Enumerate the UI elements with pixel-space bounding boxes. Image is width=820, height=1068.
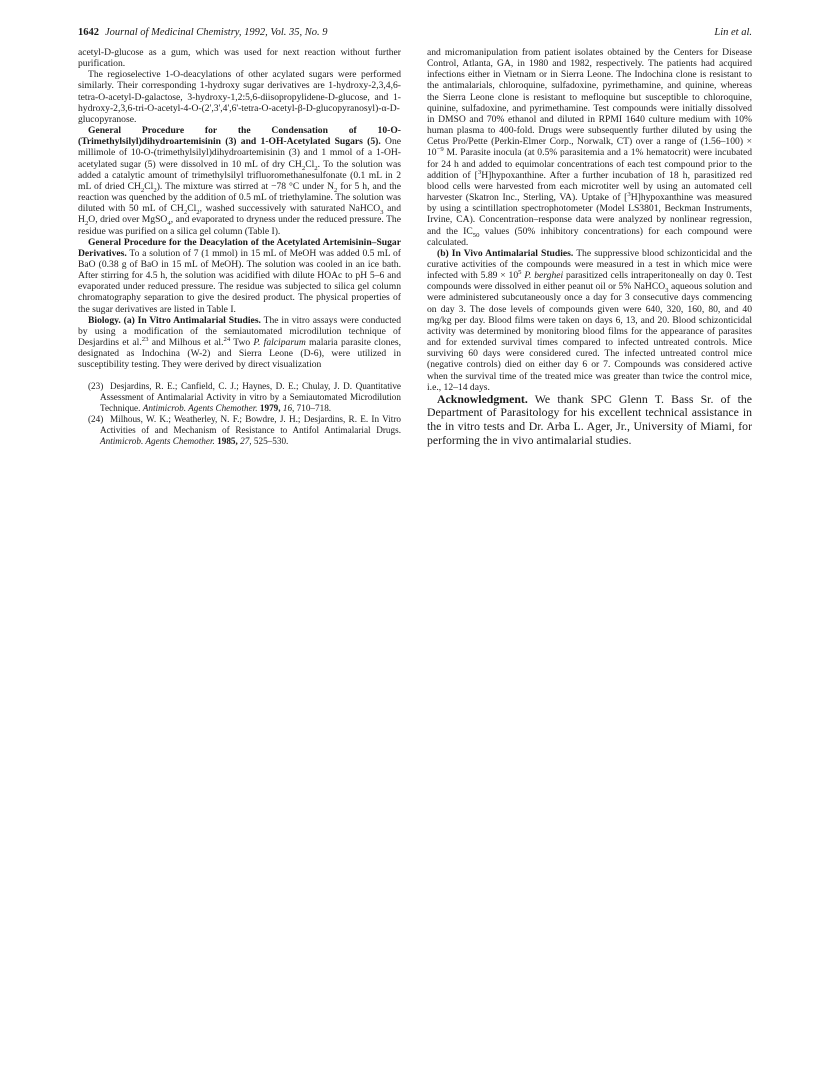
journal-citation: Journal of Medicinal Chemistry, 1992, Vol. 35, No. 9 [105, 27, 328, 38]
acknowledgment: Acknowledgment. We thank SPC Glenn T. Bass Sr. of the Department of Parasitology for his excellent technical assistance in the in vitro tests and Dr. Arba L. Ager, Jr., University of Miami, for performing the in vivo antimalarial studies. [427, 391, 752, 447]
paragraph-in-vitro: Biology. (a) In Vitro Antimalarial Studies. The in vitro assays were conducted by using a modification of the semiautomated microdilution technique of Desjardins et al.$^{23}$ and Milhous et al.$^{24}$ Two P. falciparum malaria parasite clones, designated as Indochina (W-2) and Sierra Leone (D-6), were utilized in susceptibility testing. They were derived by direct visualization [78, 314, 401, 371]
paragraph-continuation: acetyl-D-glucose as a gum, which was used for next reaction without further purification. [78, 47, 401, 70]
paragraph-in-vitro-continued: and micromanipulation from patient isolates obtained by the Centers for Disease Control, Atlanta, GA, in 1980 and 1982, respectively. The patients had acquired infections either in Vietnam or in Sierra Leone. The Indochina clone is resistant to the antimalarials, chloroquine, sulfadoxine, pyrimethamine, and quinine, whereas the Sierra Leone clone is resistant to mefloquine but susceptible to chloroquine, quinine, sulfadoxine, and pyrimethamine. Test compounds were initially dissolved in DMSO and 70% ethanol and diluted in RPMI 1640 culture medium with 10% human plasma to 400-fold. Drugs were subsequently further diluted by using the Cetus Pro/Pette (Perkin-Elmer Corp., Norwalk, CT) over a range of $(1.56-100) \times 10^{-9}$ M. Parasite inocula (at 0.5% parasitemia and a 1% hematocrit) were incubated for 24 h and added to equimolar concentrations of each test compound prior to the addition of [$^3$H]hypoxanthine. After a further incubation of 18 h, parasitized red blood cells were harvested from each microtiter well by using an automated cell harvester (Skatron Inc., Sterling, VA). Uptake of [$^3$H]hypoxanthine was measured by using a scintillation spectrophotometer (Model LS3801, Beckman Instruments, Irvine, CA). Concentration–response data were analyzed by nonlinear regression, and the $IC_{50}$ values (50% inhibitory concentrations) for each compound were calculated. [427, 47, 753, 248]
page-number: 1642 [78, 27, 99, 38]
heading-biology-in-vitro: Biology. (a) In Vitro Antimalarial Studies. [88, 314, 261, 326]
heading-condensation: General Procedure for the Condensation of 10-O-(Trimethylsilyl)dihydroartemisinin (3) and 1-OH-Acetylated Sugars (5). [78, 125, 401, 148]
heading-deacylation: General Procedure for the Deacylation of the Acetylated Artemisinin–Sugar Derivatives. [78, 236, 401, 259]
paragraph-deacylation-sugars: The regioselective 1-O-deacylations of other acylated sugars were performed similarly. Their corresponding 1-hydroxy sugar derivatives are 1-hydroxy-2,3,4,6-tetra-O-acetyl-D-galactose, 3-hydroxy-1,2:5,6-diisopropylidene-D-glucose, and 1-hydroxy-2,3,6-tri-O-acetyl-4-O-(2',3',4',6'-tetra-O-acetyl-β-D-glucopyranosyl)-α-D-glucopyranose. [78, 69, 401, 125]
paragraph-condensation-procedure: General Procedure for the Condensation of 10-O-(Trimethylsilyl)dihydroartemisinin (3) and 1-OH-Acetylated Sugars (5). One millimole of 10-O-(trimethylsilyl)dihydroartemisinin (3) and 1 mmol of a 1-OH-acetylated sugar (5) were dissolved in 10 mL of dry $CH_2Cl_2$. To the solution was added a catalytic amount of trimethylsilyl trifluoromethanesulfonate (0.1 mL in 2 mL of dried $CH_2Cl_2$). The mixture was stirred at −78 °C under $N_2$ for 5 h, and the reaction was quenched by the addition of 0.5 mL of triethylamine. The solution was diluted with 50 mL of $CH_2Cl_2$, washed successively with saturated NaHCO$_3$ and $H_2O$, dried over MgSO$_4$, and evaporated to dryness under the reduced pressure. The residue was purified on a silica gel column (Table I). [78, 125, 401, 237]
right-column [427, 47, 752, 447]
page-header [78, 27, 752, 43]
header-left [78, 27, 328, 38]
heading-in-vivo: (b) In Vivo Antimalarial Studies. [437, 247, 574, 259]
paragraph-in-vivo: (b) In Vivo Antimalarial Studies. The suppressive blood schizonticidal and the curative activities of the compounds were measured in a test in which mice were infected with $5.89 \times 10^5$ P. berghei parasitized cells intraperitoneally on day 0. Test compounds were dissolved in either peanut oil or 5% NaHCO$_3$ aqueous solution and were administered subcutaneously once a day for 3 consecutive days commencing on day 3. The dose levels of compounds given were 640, 320, 160, 80, and 40 mg/kg per day. Blood films were taken on days 6, 13, and 20. Blood schizonticidal activity was determined by monitoring blood films for the appearance of parasites and for extended survival times compared to infected untreated controls. Mice surviving 60 days were considered cured. The infected untreated control mice (negative controls) died on either day 6 or 7. Compounds was considered active when the survival time of the treated mice was greater than twice the control mice, i.e., 12–14 days. [427, 247, 753, 393]
paragraph-deacylation-procedure: General Procedure for the Deacylation of the Acetylated Artemisinin–Sugar Derivatives. To a solution of 7 (1 mmol) in 15 mL of MeOH was added 0.5 mL of BaO (0.38 g of BaO in 15 mL of MeOH). The solution was cooled in an ice bath. After stirring for 4.5 h, the solution was acidified with dilute HOAc to pH 5–6 and evaporated under reduced pressure. The residue was subjected to silica gel column chromatography separation to give the desired product. The physical properties of the sugar derivatives are listed in Table I. [78, 236, 401, 315]
left-column [78, 47, 401, 447]
reference-list [78, 381, 401, 447]
header-authors: Lin et al. [714, 27, 752, 38]
reference-item: (23) Desjardins, R. E.; Canfield, C. J.; Haynes, D. E.; Chulay, J. D. Quantitative Assessment of Antimalarial Activity in vitro by a Semiautomated Microdilution Technique. Antimicrob. Agents Chemother. 1979, 16, 710–718. [88, 380, 401, 413]
heading-acknowledgment: Acknowledgment. [437, 391, 528, 406]
reference-item: (24) Milhous, W. K.; Weatherley, N. F.; Bowdre, J. H.; Desjardins, R. E. In Vitro Activities of and Mechanism of Resistance to Antifol Antimalarial Drugs. Antimicrob. Agents Chemother. 1985, 27, 525–530. [88, 413, 401, 446]
